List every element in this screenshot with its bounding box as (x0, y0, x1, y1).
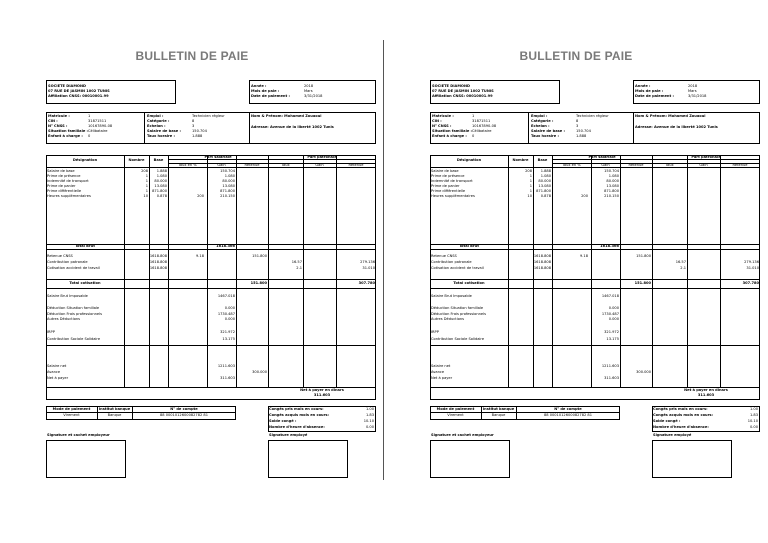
line-label: Salaire de base (47, 169, 75, 173)
col-retenue: Retenue (628, 163, 644, 167)
deduction-label: Déduction Situation familiale (431, 306, 484, 310)
imposable-value: 1467.018 (217, 294, 235, 298)
col-taux-pct: Taux en % (562, 163, 581, 167)
retenue-value-p: 279.136 (360, 260, 375, 264)
col-designation: Désignation (72, 158, 98, 162)
cin-label: CIN : (432, 119, 442, 123)
net-dinars-label: Net à payer en dinars (300, 388, 344, 392)
signature-employe-label: Signature employé (653, 433, 692, 437)
total-brut-label: Total Brut (75, 244, 95, 248)
retenue-value: 151.800 (636, 254, 651, 258)
conges-acquis-value: 1.83 (365, 413, 374, 417)
irpp-value: 321.972 (604, 330, 619, 334)
adresse: Adresse: Avenue de la liberté 1002 Tunis (635, 125, 718, 129)
echelon-value: 3 (576, 124, 579, 128)
avance-value: 300.000 (252, 370, 267, 374)
company-name: SOCIETE DIAMOND (432, 84, 470, 88)
absence-label: Nombre d'heure d'absence: (653, 425, 709, 429)
conges-acquis-label: Congés acquis mois en cours: (269, 413, 329, 417)
categorie-label: Catégorie : (147, 119, 170, 123)
retenue-base: 1618.808 (149, 266, 167, 270)
conges-pris-value: 1.00 (749, 407, 758, 411)
line-base: 80.000 (538, 179, 551, 183)
categorie-value: 8 (192, 119, 195, 123)
total-cotisation-label: Total cotisation (453, 281, 485, 285)
line-base: 80.000 (154, 179, 167, 183)
solde-label: Solde congé : (269, 419, 297, 423)
echelon-value: 3 (192, 124, 195, 128)
line-base: 1.080 (156, 174, 167, 178)
avance-value: 300.000 (636, 370, 651, 374)
salaire-net-value: 1211.603 (601, 364, 619, 368)
retenue-taux-p: 16.57 (291, 260, 302, 264)
taux-horaire-label: Taux horaire : (147, 134, 175, 138)
line-nombre: 1 (529, 189, 532, 193)
retenue-base: 1618.808 (533, 266, 551, 270)
line-base: 871.800 (536, 189, 551, 193)
salaire-net-label: Salaire net (47, 364, 67, 368)
total-brut-gain: 1618.366 (216, 244, 235, 248)
retenue-taux: 9.18 (579, 254, 588, 258)
avance-label: Avance (431, 370, 445, 374)
retenue-taux-p: 2.1 (680, 266, 686, 270)
col-taux-pct: Taux en % (178, 163, 197, 167)
col-nombre: Nombre (512, 158, 529, 162)
company-address: 07 RUE DE JASMIN 1002 TUNIS (48, 89, 110, 93)
deduction-label: Déduction Situation familiale (47, 306, 100, 310)
line-nombre: 1 (145, 189, 148, 193)
net-payer-value: 311.603 (220, 376, 235, 380)
deduction-value: 0.000 (224, 317, 235, 321)
date-label: Date de paiement : (251, 94, 290, 98)
retenue-label: Cotisation accident de travail (47, 266, 100, 270)
institut-label: Institut banque (482, 407, 515, 411)
signature-employeur-box (46, 440, 126, 478)
line-gain: 13.080 (606, 184, 619, 188)
annee-label: Année : (251, 84, 267, 88)
line-label: Indemnité de transport (47, 179, 89, 183)
absence-value: 0.00 (749, 425, 758, 429)
cnss-label: N° CNSS : (48, 124, 68, 128)
net-dinars-label: Net à payer en dinars (684, 388, 728, 392)
col-gain-p: Gain (315, 163, 324, 167)
net-dinars-value: 311.603 (313, 393, 331, 397)
mode-value: Virement (447, 413, 464, 417)
page-title: BULLETIN DE PAIE (135, 49, 249, 63)
solde-value: 10.10 (747, 419, 758, 423)
mode-label: Mode de paiement (52, 407, 91, 411)
irpp-label: IRPP (431, 330, 439, 334)
mois-label: Mois de paie : (251, 89, 280, 93)
salaire-net-label: Salaire net (431, 364, 451, 368)
deduction-value: 1730.487 (217, 312, 235, 316)
retenue-base: 1618.808 (533, 260, 551, 264)
line-nombre: 1 (529, 184, 532, 188)
retenue-value-p: 279.136 (744, 260, 759, 264)
line-gain: 871.800 (220, 189, 235, 193)
line-gain: 150.704 (220, 169, 235, 173)
net-payer-label: Net à payer (431, 376, 453, 380)
line-nombre: 208 (525, 169, 532, 173)
signature-employeur-label: Signature et cachet employeur (431, 433, 494, 437)
categorie-value: 8 (576, 119, 579, 123)
conges-acquis-label: Congés acquis mois en cours: (653, 413, 713, 417)
nom-prenom: Nom & Prénom: Mohamed Zouaoui (635, 114, 706, 118)
col-base: Base (153, 158, 164, 162)
col-gain: Gain (217, 163, 226, 167)
line-base: 13.080 (538, 184, 551, 188)
line-base: 1.888 (540, 169, 551, 173)
deduction-value: 0.000 (608, 317, 619, 321)
deduction-label: Déduction Frais professionnels (431, 312, 486, 316)
line-label: Prime de panier (431, 184, 460, 188)
salaire-base-value: 150.704 (576, 129, 591, 133)
matricule-label: Matricule : (48, 114, 70, 118)
total-brut-gain: 1618.366 (600, 244, 619, 248)
emploi-label: Emploi : (147, 114, 164, 118)
institut-value: Banque (491, 413, 506, 417)
compte-value: 88 0001012600082782 81 (543, 413, 592, 417)
categorie-label: Catégorie : (531, 119, 554, 123)
avance-label: Avance (47, 370, 61, 374)
echelon-label: Echelon : (147, 124, 166, 128)
retenue-label: Retenue CNSS (431, 254, 457, 258)
signature-employeur-label: Signature et cachet employeur (47, 433, 110, 437)
retenue-label: Contribution patronale (47, 260, 88, 264)
conges-pris-label: Congés pris mois en cours: (653, 407, 708, 411)
line-nombre: 1 (145, 174, 148, 178)
solde-value: 10.10 (363, 419, 374, 423)
line-base: 1.080 (540, 174, 551, 178)
line-gain: 1.080 (608, 174, 619, 178)
line-label: Prime différentielle (47, 189, 82, 193)
taux-horaire-value: 1.888 (192, 134, 203, 138)
institut-value: Banque (107, 413, 122, 417)
line-label: Prime différentielle (431, 189, 466, 193)
line-nombre: 1 (529, 179, 532, 183)
taux-horaire-value: 1.888 (576, 134, 587, 138)
salaire-net-value: 1211.603 (217, 364, 235, 368)
compte-label: N° de compte (170, 407, 198, 411)
col-part-salariale: Part salariale (588, 155, 616, 159)
css-value: 13.175 (222, 337, 235, 341)
retenue-base: 1618.808 (149, 260, 167, 264)
retenue-taux-p: 16.57 (675, 260, 686, 264)
company-affiliation: Affiliation CNSS: 00010001.99 (432, 94, 493, 98)
col-taux: Taux (281, 163, 290, 167)
emploi-value: Technicien régleur (576, 114, 609, 118)
mode-label: Mode de paiement (436, 407, 475, 411)
cnss-label: N° CNSS : (432, 124, 452, 128)
matricule-value: 1 (472, 114, 475, 118)
total-cotisation-retenue-p: 307.780 (358, 281, 375, 285)
nom-prenom: Nom & Prénom: Mohamed Zouaoui (251, 114, 322, 118)
imposable-value: 1467.018 (601, 294, 619, 298)
line-nombre: 1 (529, 174, 532, 178)
date-value: 3/31/2018 (304, 94, 323, 98)
col-part-salariale: Part salariale (204, 155, 232, 159)
signature-employe-box (268, 440, 348, 478)
line-nombre: 208 (141, 169, 148, 173)
css-label: Contribution Sociale Solidaire (431, 337, 485, 341)
adresse: Adresse: Avenue de la liberté 1002 Tunis (251, 125, 334, 129)
line-label: Heures supplémentaires (431, 194, 475, 198)
situation-value: Célibataire (472, 129, 492, 133)
line-label: Heures supplémentaires (47, 194, 91, 198)
annee-value: 2018 (304, 84, 314, 88)
irpp-value: 321.972 (220, 330, 235, 334)
line-base: 871.800 (152, 189, 167, 193)
line-taux: 200 (197, 194, 204, 198)
net-payer-value: 311.603 (604, 376, 619, 380)
line-label: Prime de panier (47, 184, 76, 188)
company-address: 07 RUE DE JASMIN 1002 TUNIS (432, 89, 494, 93)
conges-pris-label: Congés pris mois en cours: (269, 407, 324, 411)
enfants-label: Enfant à charge : (432, 134, 467, 138)
line-label: Prime de présence (431, 174, 465, 178)
deduction-label: Autres Déductions (431, 317, 465, 321)
total-cotisation-retenue: 151.800 (634, 281, 651, 285)
cnss-value: 10167890-08 (88, 124, 113, 128)
line-gain: 150.704 (604, 169, 619, 173)
total-cotisation-label: Total cotisation (69, 281, 101, 285)
deduction-label: Autres Déductions (47, 317, 81, 321)
col-part-patronale: Part patronale (691, 155, 721, 159)
retenue-value-p: 31.010 (746, 266, 759, 270)
mois-value: Mars (688, 89, 697, 93)
mois-value: Mars (304, 89, 313, 93)
cin-value: 31871511 (472, 119, 491, 123)
retenue-label: Cotisation accident de travail (431, 266, 484, 270)
situation-value: Célibataire (88, 129, 108, 133)
imposable-label: Salaire Brut Imposable (47, 294, 88, 298)
signature-employe-label: Signature employé (269, 433, 308, 437)
line-gain: 1.080 (224, 174, 235, 178)
enfants-value: 0 (472, 134, 475, 138)
enfants-label: Enfant à charge : (48, 134, 83, 138)
total-cotisation-retenue: 151.800 (250, 281, 267, 285)
signature-employeur-box (430, 440, 510, 478)
deduction-label: Déduction Frais professionnels (47, 312, 102, 316)
net-payer-label: Net à payer (47, 376, 69, 380)
institut-label: Institut banque (98, 407, 131, 411)
line-nombre: 1 (145, 179, 148, 183)
line-label: Salaire de base (431, 169, 459, 173)
cin-value: 31871511 (88, 119, 107, 123)
situation-label: Situation familiale : (432, 129, 472, 133)
matricule-label: Matricule : (432, 114, 454, 118)
line-nombre: 10 (143, 194, 148, 198)
echelon-label: Echelon : (531, 124, 550, 128)
line-base: 13.080 (154, 184, 167, 188)
line-nombre: 1 (145, 184, 148, 188)
situation-label: Situation familiale : (48, 129, 88, 133)
annee-value: 2018 (688, 84, 698, 88)
col-retenue: Retenue (244, 163, 260, 167)
irpp-label: IRPP (47, 330, 55, 334)
cnss-value: 10167890-08 (472, 124, 497, 128)
cin-label: CIN : (48, 119, 58, 123)
mode-value: Virement (63, 413, 80, 417)
conges-acquis-value: 1.83 (749, 413, 758, 417)
emploi-value: Technicien régleur (192, 114, 225, 118)
line-gain: 210.150 (604, 194, 619, 198)
deduction-value: 0.000 (224, 306, 235, 310)
line-base: 1.888 (156, 169, 167, 173)
line-gain: 871.800 (604, 189, 619, 193)
total-brut-label: Total Brut (459, 244, 479, 248)
col-part-patronale: Part patronale (307, 155, 337, 159)
retenue-base: 1618.808 (533, 254, 551, 258)
retenue-value-p: 31.010 (362, 266, 375, 270)
taux-horaire-label: Taux horaire : (531, 134, 559, 138)
date-label: Date de paiement : (635, 94, 674, 98)
net-dinars-value: 311.603 (697, 393, 715, 397)
col-base: Base (537, 158, 548, 162)
col-retenue-p: Retenue (348, 163, 364, 167)
deduction-value: 1730.487 (601, 312, 619, 316)
date-value: 3/31/2018 (688, 94, 707, 98)
line-label: Prime de présence (47, 174, 81, 178)
deduction-value: 0.000 (608, 306, 619, 310)
solde-label: Solde congé : (653, 419, 681, 423)
company-name: SOCIETE DIAMOND (48, 84, 86, 88)
emploi-label: Emploi : (531, 114, 548, 118)
compte-value: 88 0001012600082782 81 (159, 413, 208, 417)
line-gain: 13.080 (222, 184, 235, 188)
css-label: Contribution Sociale Solidaire (47, 337, 101, 341)
matricule-value: 1 (88, 114, 91, 118)
line-taux: 200 (581, 194, 588, 198)
salaire-base-value: 150.704 (192, 129, 207, 133)
line-base: 0.878 (540, 194, 551, 198)
col-taux: Taux (665, 163, 674, 167)
line-gain: 80.000 (222, 179, 235, 183)
mois-label: Mois de paie : (635, 89, 664, 93)
line-gain: 80.000 (606, 179, 619, 183)
retenue-label: Contribution patronale (431, 260, 472, 264)
absence-value: 0.00 (365, 425, 374, 429)
retenue-label: Retenue CNSS (47, 254, 73, 258)
retenue-taux-p: 2.1 (296, 266, 302, 270)
retenue-taux: 9.18 (195, 254, 204, 258)
compte-label: N° de compte (554, 407, 582, 411)
salaire-base-label: Salaire de base : (147, 129, 181, 133)
retenue-base: 1618.808 (149, 254, 167, 258)
line-base: 0.878 (156, 194, 167, 198)
col-nombre: Nombre (128, 158, 145, 162)
css-value: 13.175 (606, 337, 619, 341)
imposable-label: Salaire Brut Imposable (431, 294, 472, 298)
absence-label: Nombre d'heure d'absence: (269, 425, 325, 429)
page-title: BULLETIN DE PAIE (519, 49, 633, 63)
company-affiliation: Affiliation CNSS: 00010001.99 (48, 94, 109, 98)
col-gain-p: Gain (699, 163, 708, 167)
line-label: Indemnité de transport (431, 179, 473, 183)
annee-label: Année : (635, 84, 651, 88)
conges-pris-value: 1.00 (365, 407, 374, 411)
enfants-value: 0 (88, 134, 91, 138)
payslip-right (384, 0, 768, 543)
retenue-value: 151.800 (252, 254, 267, 258)
total-cotisation-retenue-p: 307.780 (742, 281, 759, 285)
col-gain: Gain (601, 163, 610, 167)
line-nombre: 10 (527, 194, 532, 198)
line-gain: 210.150 (220, 194, 235, 198)
col-designation: Désignation (456, 158, 482, 162)
signature-employe-box (652, 440, 732, 478)
salaire-base-label: Salaire de base : (531, 129, 565, 133)
col-retenue-p: Retenue (732, 163, 748, 167)
